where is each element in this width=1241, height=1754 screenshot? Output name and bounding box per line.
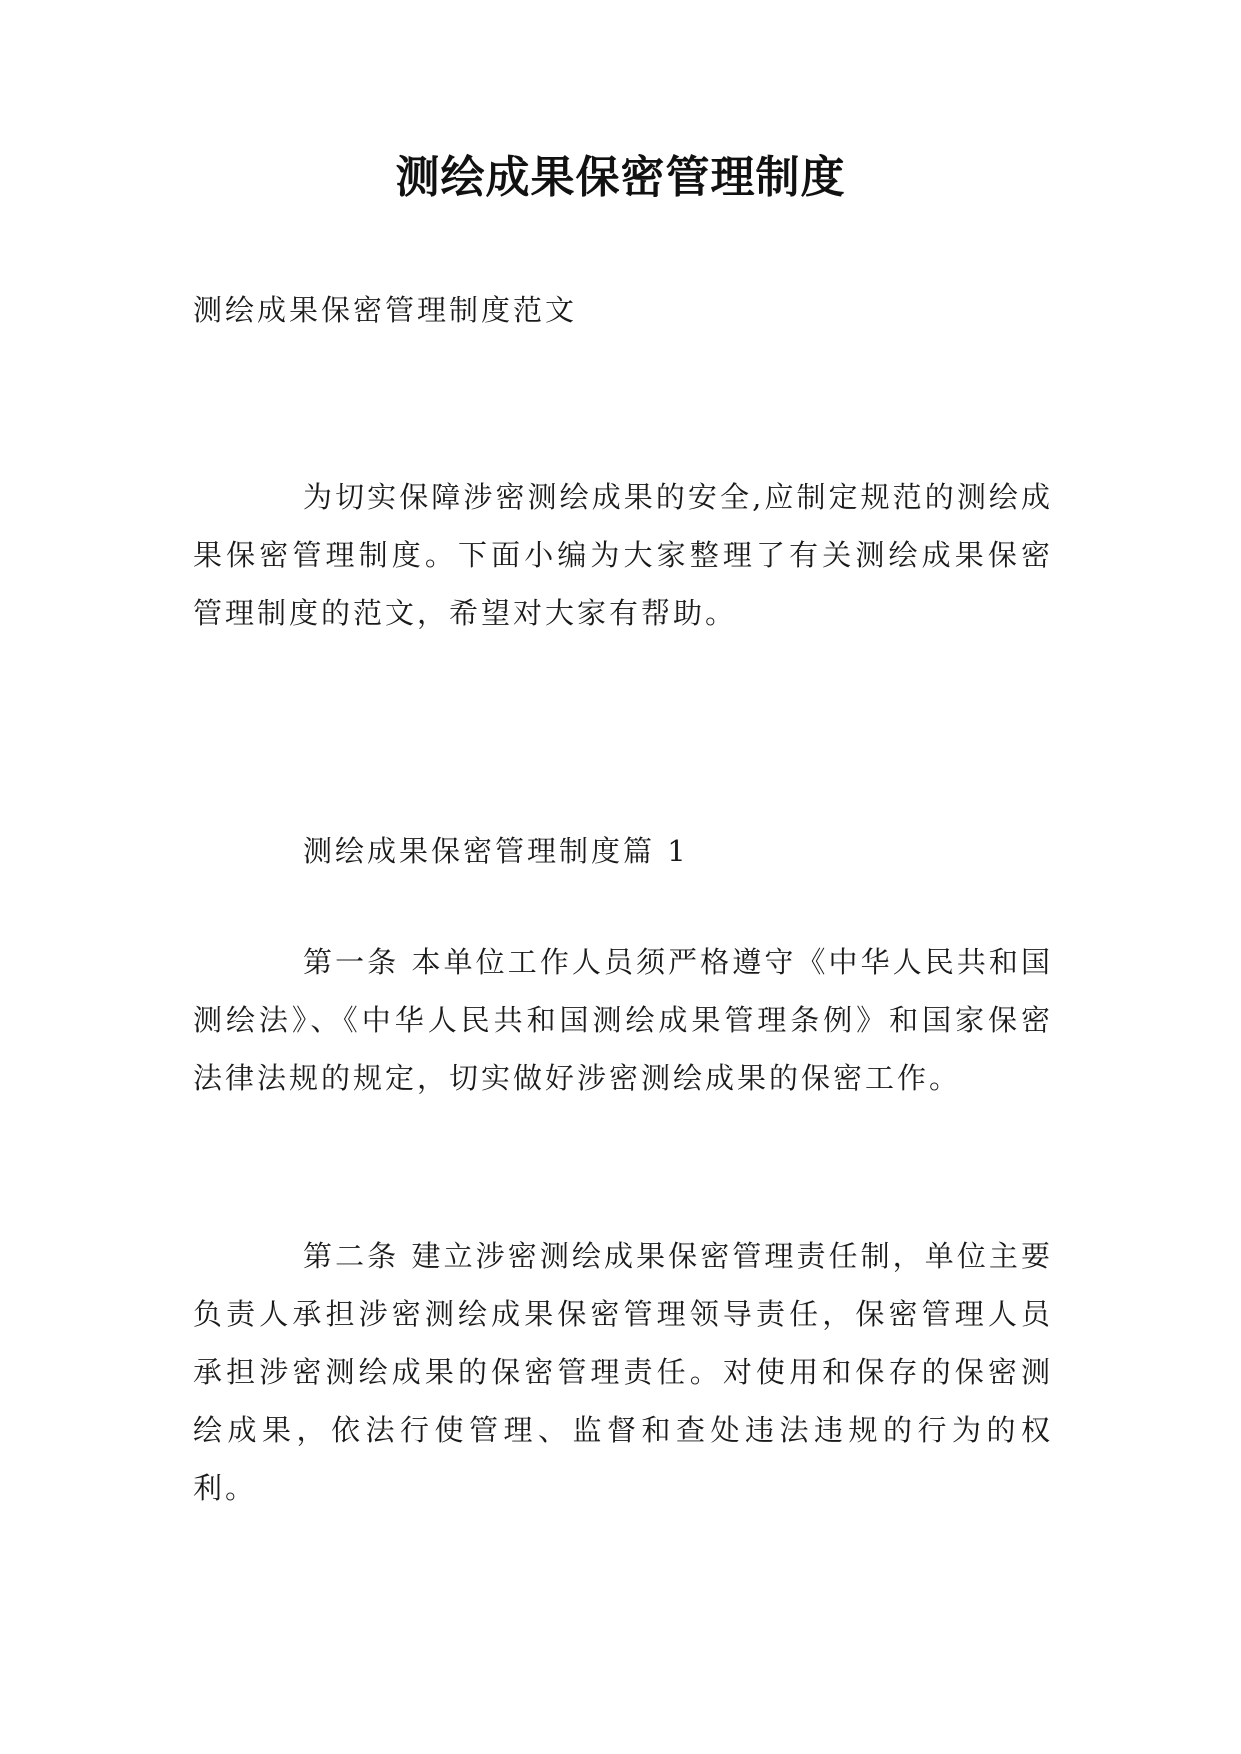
- article-1-paragraph: 第一条 本单位工作人员须严格遵守《中华人民共和国测绘法》、《中华人民共和国测绘成果管理条例》和国家保密法律法规的规定，切实做好涉密测绘成果的保密工作。: [193, 945, 1053, 1095]
- document-title: 测绘成果保密管理制度: [395, 152, 846, 203]
- intro-paragraph: 为切实保障涉密测绘成果的安全,应制定规范的测绘成果保密管理制度。下面小编为大家整理了有关测绘成果保密管理制度的范文，希望对大家有帮助。: [193, 480, 1053, 630]
- document-subtitle: 测绘成果保密管理制度范文: [193, 293, 578, 327]
- article-2-paragraph: 第二条 建立涉密测绘成果保密管理责任制，单位主要负责人承担涉密测绘成果保密管理领导责任，保密管理人员承担涉密测绘成果的保密管理责任。对使用和保存的保密测绘成果，依法行使管理、监督和查处违法违规的行为的权利。: [193, 1239, 1053, 1505]
- section-heading: 测绘成果保密管理制度篇 1: [303, 834, 689, 868]
